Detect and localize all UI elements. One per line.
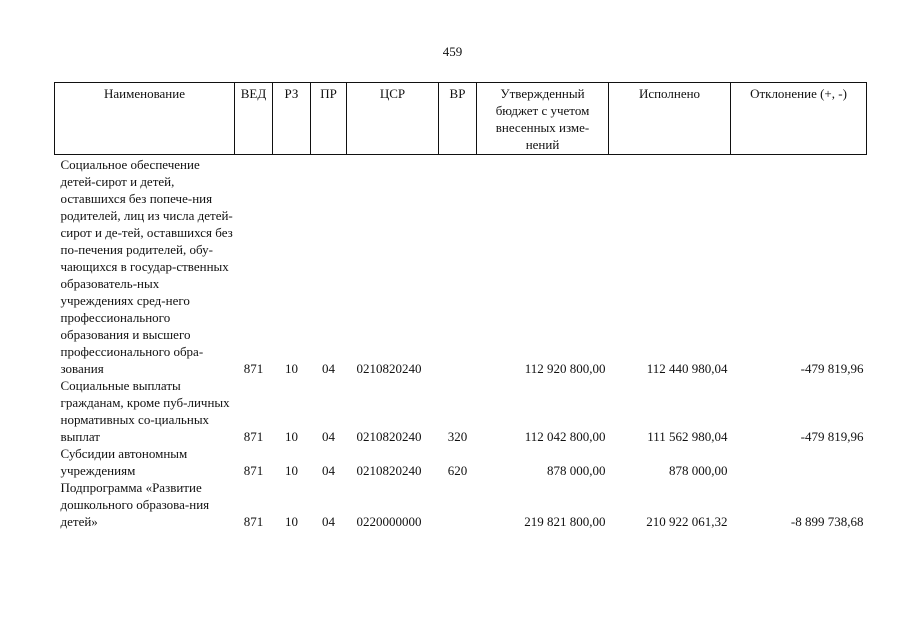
row-pr: 04	[322, 514, 335, 529]
row-name: Социальное обеспечение детей-сирот и детей, оставшихся без попече-ния родителей, лиц из числа детей-сирот и де-тей, оставшихся без по-печения родителей, обу-чающихся в государ-ственных образователь-ных учреждениях сред-него профессионального образования и высшего профессионального обра-зования	[60, 157, 233, 376]
row-name: Подпрограмма «Развитие дошкольного образова-ния детей»	[60, 480, 210, 529]
row-deviation	[731, 445, 867, 479]
row-approved: 112 920 800,00	[524, 361, 606, 376]
row-deviation: -479 819,96	[800, 429, 864, 444]
row-executed: 112 440 980,04	[646, 361, 728, 376]
header-approved-budget: Утвержденный бюджет с учетом внесенных изме-нений	[477, 83, 609, 155]
header-deviation: Отклонение (+, -)	[731, 83, 867, 155]
row-csr: 0210820240	[356, 463, 422, 478]
row-ved: 871	[243, 514, 264, 529]
table-row	[55, 479, 867, 530]
row-name: Социальные выплаты гражданам, кроме пуб-личных нормативных со-циальных выплат	[60, 378, 230, 444]
row-csr: 0210820240	[356, 429, 422, 444]
header-csr: ЦСР	[347, 83, 439, 155]
table-row	[55, 155, 867, 378]
row-ved: 871	[243, 429, 264, 444]
row-vr	[439, 479, 477, 530]
row-deviation: -8 899 738,68	[790, 514, 864, 529]
row-executed: 210 922 061,32	[646, 514, 728, 529]
row-pr: 04	[322, 463, 335, 478]
row-ved: 871	[243, 361, 264, 376]
row-approved: 112 042 800,00	[524, 429, 606, 444]
row-executed: 111 562 980,04	[647, 429, 728, 444]
row-vr: 620	[447, 463, 468, 478]
row-vr	[439, 155, 477, 378]
header-name: Наименование	[55, 83, 235, 155]
header-ved: ВЕД	[235, 83, 273, 155]
table-header	[55, 83, 867, 155]
header-rz: РЗ	[273, 83, 311, 155]
row-rz: 10	[285, 463, 298, 478]
row-csr: 0220000000	[356, 514, 422, 529]
row-executed: 878 000,00	[669, 463, 728, 478]
header-executed: Исполнено	[609, 83, 731, 155]
row-approved: 219 821 800,00	[524, 514, 606, 529]
row-pr: 04	[322, 361, 335, 376]
row-vr: 320	[447, 429, 468, 444]
table-row	[55, 377, 867, 445]
budget-execution-table	[54, 82, 867, 530]
row-ved: 871	[243, 463, 264, 478]
table-row	[55, 445, 867, 479]
row-approved: 878 000,00	[547, 463, 606, 478]
row-pr: 04	[322, 429, 335, 444]
row-rz: 10	[285, 361, 298, 376]
row-deviation: -479 819,96	[800, 361, 864, 376]
row-rz: 10	[285, 429, 298, 444]
header-vr: ВР	[439, 83, 477, 155]
header-pr: ПР	[311, 83, 347, 155]
row-csr: 0210820240	[356, 361, 422, 376]
row-name: Субсидии автономным учреждениям	[60, 446, 188, 478]
page-number: 459	[442, 44, 463, 59]
row-rz: 10	[285, 514, 298, 529]
